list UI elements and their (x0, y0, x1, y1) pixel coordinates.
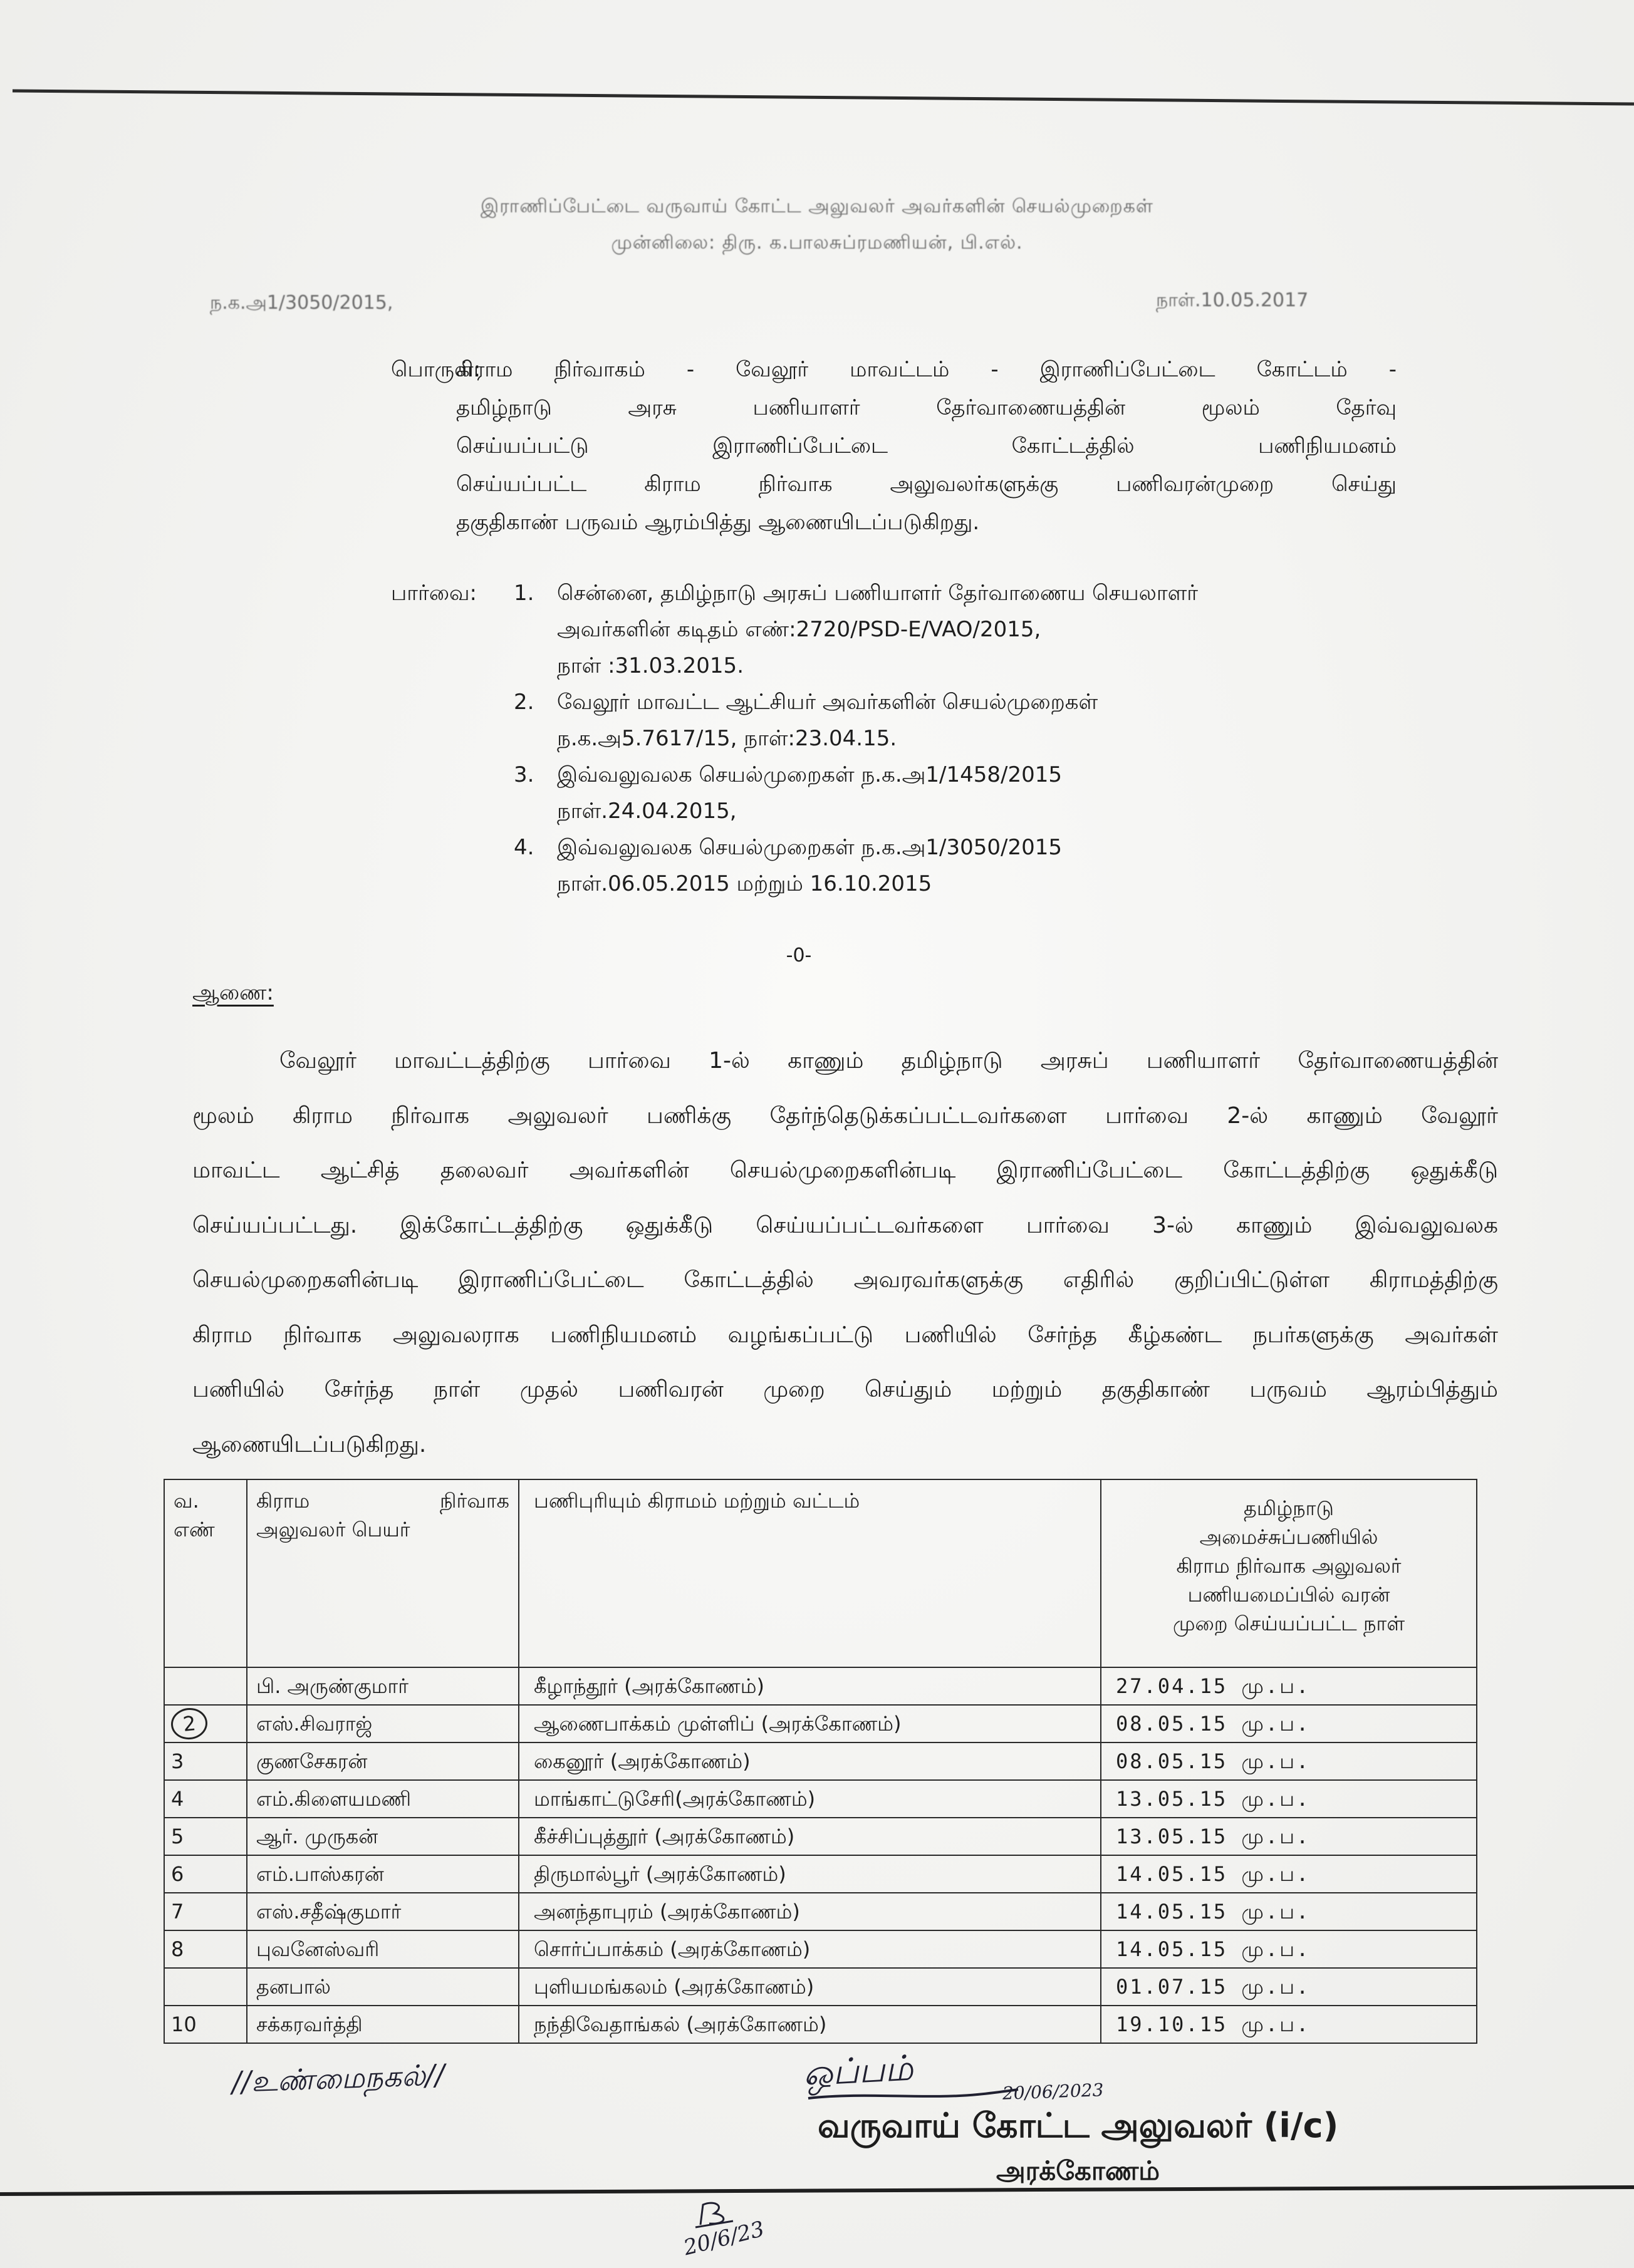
section-separator: -0- (786, 945, 812, 966)
presiding-officer: முன்னிலை: திரு. க.பாலசுப்ரமணியன், பி.எல். (611, 232, 1023, 254)
row-name: புவனேஸ்வரி (247, 1930, 519, 1968)
top-rule-line (13, 91, 1634, 104)
reference-text (557, 575, 1403, 684)
reference-number: 1. (514, 581, 534, 606)
subject-line: தகுதிகாண் பருவம் ஆரம்பித்து ஆணையிடப்படுகிறது. (456, 510, 980, 535)
office-place: அரக்கோணம் (996, 2155, 1160, 2186)
reference-item (514, 757, 1403, 829)
reference-text (557, 757, 1403, 829)
row-serial (164, 1705, 247, 1742)
reference-item (514, 684, 1403, 757)
row-name: சக்கரவர்த்தி (247, 2006, 519, 2043)
paragraph-line: செயல்முறைகளின்படி இராணிப்பேட்டை கோட்டத்தில் அவரவர்களுக்கு எதிரில் குறிப்பிட்டுள்ள கிராமத்திற்கு (192, 1267, 1498, 1293)
row-date: 27.04.15 மு.ப. (1101, 1667, 1477, 1705)
row-village: நந்திவேதாங்கல் (அரக்கோணம்) (519, 2006, 1101, 2043)
bottom-rule-line (0, 2187, 1634, 2194)
officer-designation: வருவாய் கோட்ட அலுவலர் (i/c) (818, 2106, 1339, 2145)
paragraph-line: வேலூர் மாவட்டத்திற்கு பார்வை 1-ல் காணும் தமிழ்நாடு அரசுப் பணியாளர் தேர்வாணையத்தின் (279, 1048, 1498, 1074)
header-serial (164, 1479, 247, 1667)
header-date-line: பணியமைப்பில் வரன் (1187, 1583, 1390, 1607)
row-village: திருமால்பூர் (அரக்கோணம்) (519, 1855, 1101, 1893)
paragraph-line: மாவட்ட ஆட்சித் தலைவர் அவர்களின் செயல்முறைகளின்படி இராணிப்பேட்டை கோட்டத்திற்கு ஒதுக்கீடு (192, 1157, 1498, 1183)
row-serial: 6 (164, 1855, 247, 1893)
paragraph-line: ஆணையிடப்படுகிறது. (192, 1431, 427, 1458)
row-serial (164, 1968, 247, 2006)
row-village: சொர்ப்பாக்கம் (அரக்கோணம்) (519, 1930, 1101, 1968)
subject-line: கிராம நிர்வாகம் - வேலூர் மாவட்டம் - இராணிப்பேட்டை கோட்டம் - (456, 357, 1397, 382)
row-name: எம்.கிளையமணி (247, 1780, 519, 1818)
table-row (164, 1893, 1477, 1930)
row-name: ஆர். முருகன் (247, 1818, 519, 1855)
header-serial-line: வ. (174, 1489, 199, 1513)
references-list (514, 575, 1403, 902)
reference-item (514, 575, 1403, 684)
row-village: மாங்காட்டுசேரி(அரக்கோணம்) (519, 1780, 1101, 1818)
reference-text (557, 684, 1403, 757)
office-title: இராணிப்பேட்டை வருவாய் கோட்ட அலுவலர் அவர்களின் செயல்முறைகள் (481, 195, 1153, 217)
row-village: கீழாந்தூர் (அரக்கோணம்) (519, 1667, 1101, 1705)
signature-date: 20/06/2023 (1002, 2079, 1104, 2104)
table-row (164, 1818, 1477, 1855)
row-date: 14.05.15 மு.ப. (1101, 1893, 1477, 1930)
reference-line: நாள்.24.04.2015, (557, 799, 737, 824)
subject-line: தமிழ்நாடு அரசு பணியாளர் தேர்வாணையத்தின் மூலம் தேர்வு (456, 395, 1397, 420)
reference-line: வேலூர் மாவட்ட ஆட்சியர் அவர்களின் செயல்முறைகள் (557, 690, 1098, 715)
order-date: நாள்.10.05.2017 (1156, 289, 1309, 311)
row-name: தனபால் (247, 1968, 519, 2006)
reference-line: சென்னை, தமிழ்நாடு அரசுப் பணியாளர் தேர்வாணைய செயலாளர் (557, 581, 1199, 606)
row-date: 14.05.15 மு.ப. (1101, 1930, 1477, 1968)
header-date (1101, 1479, 1477, 1667)
order-paragraph (192, 1033, 1498, 1472)
row-date: 14.05.15 மு.ப. (1101, 1855, 1477, 1893)
row-serial: 3 (164, 1742, 247, 1780)
row-date: 08.05.15 மு.ப. (1101, 1742, 1477, 1780)
reference-line: நாள் :31.03.2015. (557, 653, 744, 678)
paragraph-line: செய்யப்பட்டது. இக்கோட்டத்திற்கு ஒதுக்கீடு செய்யப்பட்டவர்களை பார்வை 3-ல் காணும் இவ்வலுவலக (192, 1212, 1498, 1238)
header-serial-line: எண் (174, 1518, 215, 1541)
header-date-line: தமிழ்நாடு (1244, 1496, 1334, 1520)
row-date: 01.07.15 மு.ப. (1101, 1968, 1477, 2006)
row-serial: 5 (164, 1818, 247, 1855)
reference-number: 3. (514, 762, 534, 787)
table-row (164, 1780, 1477, 1818)
vao-regularisation-table (164, 1479, 1477, 2044)
row-date: 08.05.15 மு.ப. (1101, 1705, 1477, 1742)
true-copy-note: //உண்மைநகல்// (231, 2058, 445, 2099)
row-village: கைனூர் (அரக்கோணம்) (519, 1742, 1101, 1780)
subject-line: செய்யப்பட்ட கிராம நிர்வாக அலுவலர்களுக்கு பணிவரன்முறை செய்து (456, 472, 1397, 497)
table-header-row (164, 1479, 1477, 1667)
reference-line: ந.க.அ5.7617/15, நாள்:23.04.15. (557, 726, 897, 751)
row-village: ஆணைபாக்கம் முள்ளிப் (அரக்கோணம்) (519, 1705, 1101, 1742)
paragraph-line: மூலம் கிராம நிர்வாக அலுவலர் பணிக்கு தேர்ந்தெடுக்கப்பட்டவர்களை பார்வை 2-ல் காணும் வேலூர் (192, 1102, 1498, 1129)
reference-text (557, 829, 1403, 902)
order-label: ஆணை: (192, 980, 274, 1005)
references-label: பார்வை: (391, 581, 477, 606)
reference-line: இவ்வலுவலக செயல்முறைகள் ந.க.அ1/1458/2015 (557, 762, 1063, 787)
row-name: பி. அருண்குமார் (247, 1667, 519, 1705)
row-date: 13.05.15 மு.ப. (1101, 1780, 1477, 1818)
reference-number: 2. (514, 690, 534, 715)
header-village (519, 1479, 1101, 1667)
circled-serial: 2 (170, 1706, 209, 1741)
table-row (164, 1930, 1477, 1968)
row-date: 19.10.15 மு.ப. (1101, 2006, 1477, 2043)
paragraph-line: கிராம நிர்வாக அலுவலராக பணிநியமனம் வழங்கப்பட்டு பணியில் சேர்ந்த கீழ்கண்ட நபர்களுக்கு அவர்கள் (192, 1322, 1498, 1348)
row-name: எஸ்.சதீஷ்குமார் (247, 1893, 519, 1930)
table-row (164, 1968, 1477, 2006)
signature: ஒப்பம் (802, 2048, 914, 2095)
table-row (164, 1742, 1477, 1780)
header-date-line: கிராம நிர்வாக அலுவலர் (1176, 1554, 1402, 1578)
table-row (164, 1855, 1477, 1893)
row-serial: 10 (164, 2006, 247, 2043)
row-name: எம்.பாஸ்கரன் (247, 1855, 519, 1893)
row-village: அனந்தாபுரம் (அரக்கோணம்) (519, 1893, 1101, 1930)
subject-text (456, 351, 1397, 542)
table-row (164, 2006, 1477, 2043)
row-serial: 8 (164, 1930, 247, 1968)
subject-line: செய்யப்பட்டு இராணிப்பேட்டை கோட்டத்தில் பணிநியமனம் (456, 433, 1397, 458)
received-date: 20/6/23 (681, 2216, 767, 2261)
header-date-line: அமைச்சுப்பணியில் (1199, 1525, 1378, 1549)
subject-label: பொருள்: (391, 357, 481, 382)
row-village: கீச்சிப்புத்தூர் (அரக்கோணம்) (519, 1818, 1101, 1855)
header-date-line: முறை செய்யப்பட்ட நாள் (1172, 1612, 1405, 1635)
row-serial: 7 (164, 1893, 247, 1930)
header-name-line: கிராம நிர்வாக (256, 1489, 509, 1513)
row-name: குணசேகரன் (247, 1742, 519, 1780)
header-name (247, 1479, 519, 1667)
reference-number: 4. (514, 835, 534, 860)
row-village: புளியமங்கலம் (அரக்கோணம்) (519, 1968, 1101, 2006)
header-name-line: அலுவலர் பெயர் (256, 1518, 410, 1541)
reference-item (514, 829, 1403, 902)
table-row (164, 1705, 1477, 1742)
reference-line: நாள்.06.05.2015 மற்றும் 16.10.2015 (557, 871, 932, 896)
reference-line: அவர்களின் கடிதம் எண்:2720/PSD-E/VAO/2015, (557, 617, 1041, 642)
row-serial (164, 1667, 247, 1705)
row-name: எஸ்.சிவராஜ் (247, 1705, 519, 1742)
paragraph-line: பணியில் சேர்ந்த நாள் முதல் பணிவரன் முறை செய்தும் மற்றும் தகுதிகாண் பருவம் ஆரம்பித்தும் (192, 1377, 1498, 1402)
row-serial: 4 (164, 1780, 247, 1818)
row-date: 13.05.15 மு.ப. (1101, 1818, 1477, 1855)
table-row (164, 1667, 1477, 1705)
file-number: ந.க.அ1/3050/2015, (210, 292, 393, 314)
reference-line: இவ்வலுவலக செயல்முறைகள் ந.க.அ1/3050/2015 (557, 835, 1063, 860)
header-village-text: பணிபுரியும் கிராமம் மற்றும் வட்டம் (534, 1489, 860, 1513)
